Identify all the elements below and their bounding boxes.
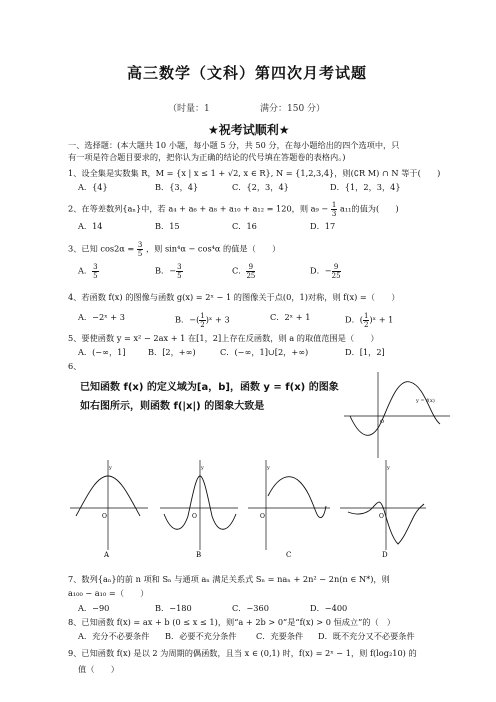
q6-stem-b: 如右图所示，则函数 f(|x|) 的图象大致是 (80, 401, 265, 412)
option-graphs (68, 458, 428, 558)
q5-option-c: C．(−∞，1]∪[2，+∞) (220, 347, 309, 357)
svg-text:y: y (109, 465, 112, 471)
q3-option-a: A． $\frac{3}{5}$ (78, 263, 98, 280)
svg-text:y: y (201, 465, 204, 471)
q6-label: 6、 (68, 361, 82, 371)
svg-text:O: O (102, 513, 107, 520)
q8-option-d: D．既不充分又不必要条件 (318, 631, 415, 641)
q2-option-a: A．14 (78, 221, 103, 231)
q2-stem-a: 2、在等差数列{aₙ}中，若 a₄ + a₆ + a₈ + a₁₀ + a₁₂ = 120，则 a₉ − (68, 203, 329, 214)
q8-option-c: C．充要条件 (256, 631, 304, 641)
q5-option-d: D．[1，2] (345, 347, 385, 357)
q3-stem: 3、已知 cos2α = $\frac{3}{5}$ ，则 sin⁴α − cos⁴α 的值是（ ） (68, 241, 281, 258)
q2-stem-b: a₁₁的值为( ) (339, 203, 399, 214)
q1-option-c: C．{2，3，4} (232, 182, 289, 192)
q1-option-b: B．{3，4} (155, 182, 199, 192)
q4-option-c: C．2ˣ + 1 (270, 312, 311, 322)
curve-label: y = f(x) (416, 398, 435, 404)
q7-stem: 7、数列{aₙ}的前 n 项和 Sₙ 与通项 aₙ 满足关系式 Sₙ = naₙ + 2n² − 2n(n ∈ N*)，则 (68, 574, 390, 584)
graph-d (340, 460, 426, 550)
q8-stem: 8、已知函数 f(x) = ax + b (0 ≤ x ≤ 1)，则“a + 2b > 0”是“f(x) > 0 恒成立”的（ ） (68, 617, 396, 627)
q5-stem: 5、要使函数 y = x² − 2ax + 1 在[1，2]上存在反函数，则 a 的取值范围是（ ） (68, 333, 379, 343)
time-label: （时量：1 (168, 104, 210, 114)
q1-option-d: D．{1，2，3，4} (330, 182, 401, 192)
section-heading: 一、选择题：(本大题共 10 小题，每小题 5 分，共 50 分，在每小题给出的四个选项中，只 (68, 140, 400, 150)
q3-option-c: C． $\frac{9}{25}$ (232, 263, 256, 280)
svg-text:y: y (387, 465, 390, 471)
q9-stem: 9、已知函数 f(x) 是以 2 为周期的偶函数，且当 x ∈ (0,1) 时，f(x) = 2ˣ − 1，则 f(log₂10) 的 (68, 648, 417, 658)
origin-label: O (380, 419, 385, 425)
q7-option-b: B．−180 (155, 603, 192, 613)
svg-text:O: O (260, 513, 265, 520)
section-heading-2: 有一项是符合题目要求的，把你认为正确的结论的代号填在答题卷的表格内。) (68, 152, 346, 162)
q2-fraction: $\frac{1}{3}$ (331, 201, 337, 218)
q4-option-b: B．−( $\frac{1}{2}$ )ˣ + 3 (175, 312, 230, 329)
svg-text:O: O (192, 513, 197, 520)
q4-stem: 4、若函数 f(x) 的图像与函数 g(x) = 2ˣ − 1 的图像关于点(0，1)对称，则 f(x) =（ ） (68, 292, 400, 302)
q8-option-b: B．必要不充分条件 (165, 631, 237, 641)
q5-option-a: A．(−∞，1] (78, 347, 126, 357)
q2-option-d: D．17 (310, 221, 336, 231)
q7-option-d: D．−400 (310, 603, 348, 613)
graph-label-b: B (196, 551, 202, 558)
q2-stem (68, 201, 399, 218)
q2-option-c: C．16 (232, 221, 257, 231)
graph-label-c: C (286, 551, 292, 558)
q2-option-b: B．15 (155, 221, 180, 231)
curve (350, 382, 440, 436)
q3-option-b: B．− $\frac{3}{5}$ (155, 263, 182, 280)
graph-a (70, 460, 148, 550)
svg-text:O: O (379, 513, 384, 520)
page-title: 高三数学（文科）第四次月考试题 (127, 64, 368, 82)
reference-graph (340, 368, 452, 460)
good-luck-banner: ★祝考试顺利★ (208, 123, 290, 137)
q6-stem-a: 已知函数 f(x) 的定义域为[a，b]，函数 y = f(x) 的图象 (80, 382, 339, 393)
q1-stem: 1、设全集是实数集 R，M = {x | x ≤ 1 + √2, x ∈ R}, N = {1,2,3,4}，则(∁R M) ∩ N 等于( ) (68, 168, 441, 178)
q3-fraction: $\frac{3}{5}$ (137, 241, 143, 258)
q1-option-a: A．{4} (78, 182, 108, 192)
q8-option-a: A．充分不必要条件 (78, 631, 150, 641)
q7-stem-b: a₁₀₀ − a₁₀ =（ ） (68, 588, 149, 598)
graph-label-a: A (104, 551, 110, 558)
svg-text:y: y (267, 465, 270, 471)
q7-option-c: C．−360 (232, 603, 269, 613)
q7-option-a: A．−90 (78, 603, 110, 613)
graph-b (160, 460, 238, 550)
q9-stem-b: 值（ ） (78, 664, 119, 674)
score-label: 满分：150 分） (260, 104, 326, 114)
q5-option-b: B．[2，+∞) (148, 347, 196, 357)
q4-option-d: D．( $\frac{1}{2}$ )ˣ + 1 (345, 312, 394, 329)
q4-option-a: A．−2ˣ + 3 (78, 312, 125, 322)
graph-c (248, 460, 330, 550)
q3-option-d: D．− $\frac{9}{25}$ (310, 263, 341, 280)
graph-label-d: D (382, 551, 388, 558)
